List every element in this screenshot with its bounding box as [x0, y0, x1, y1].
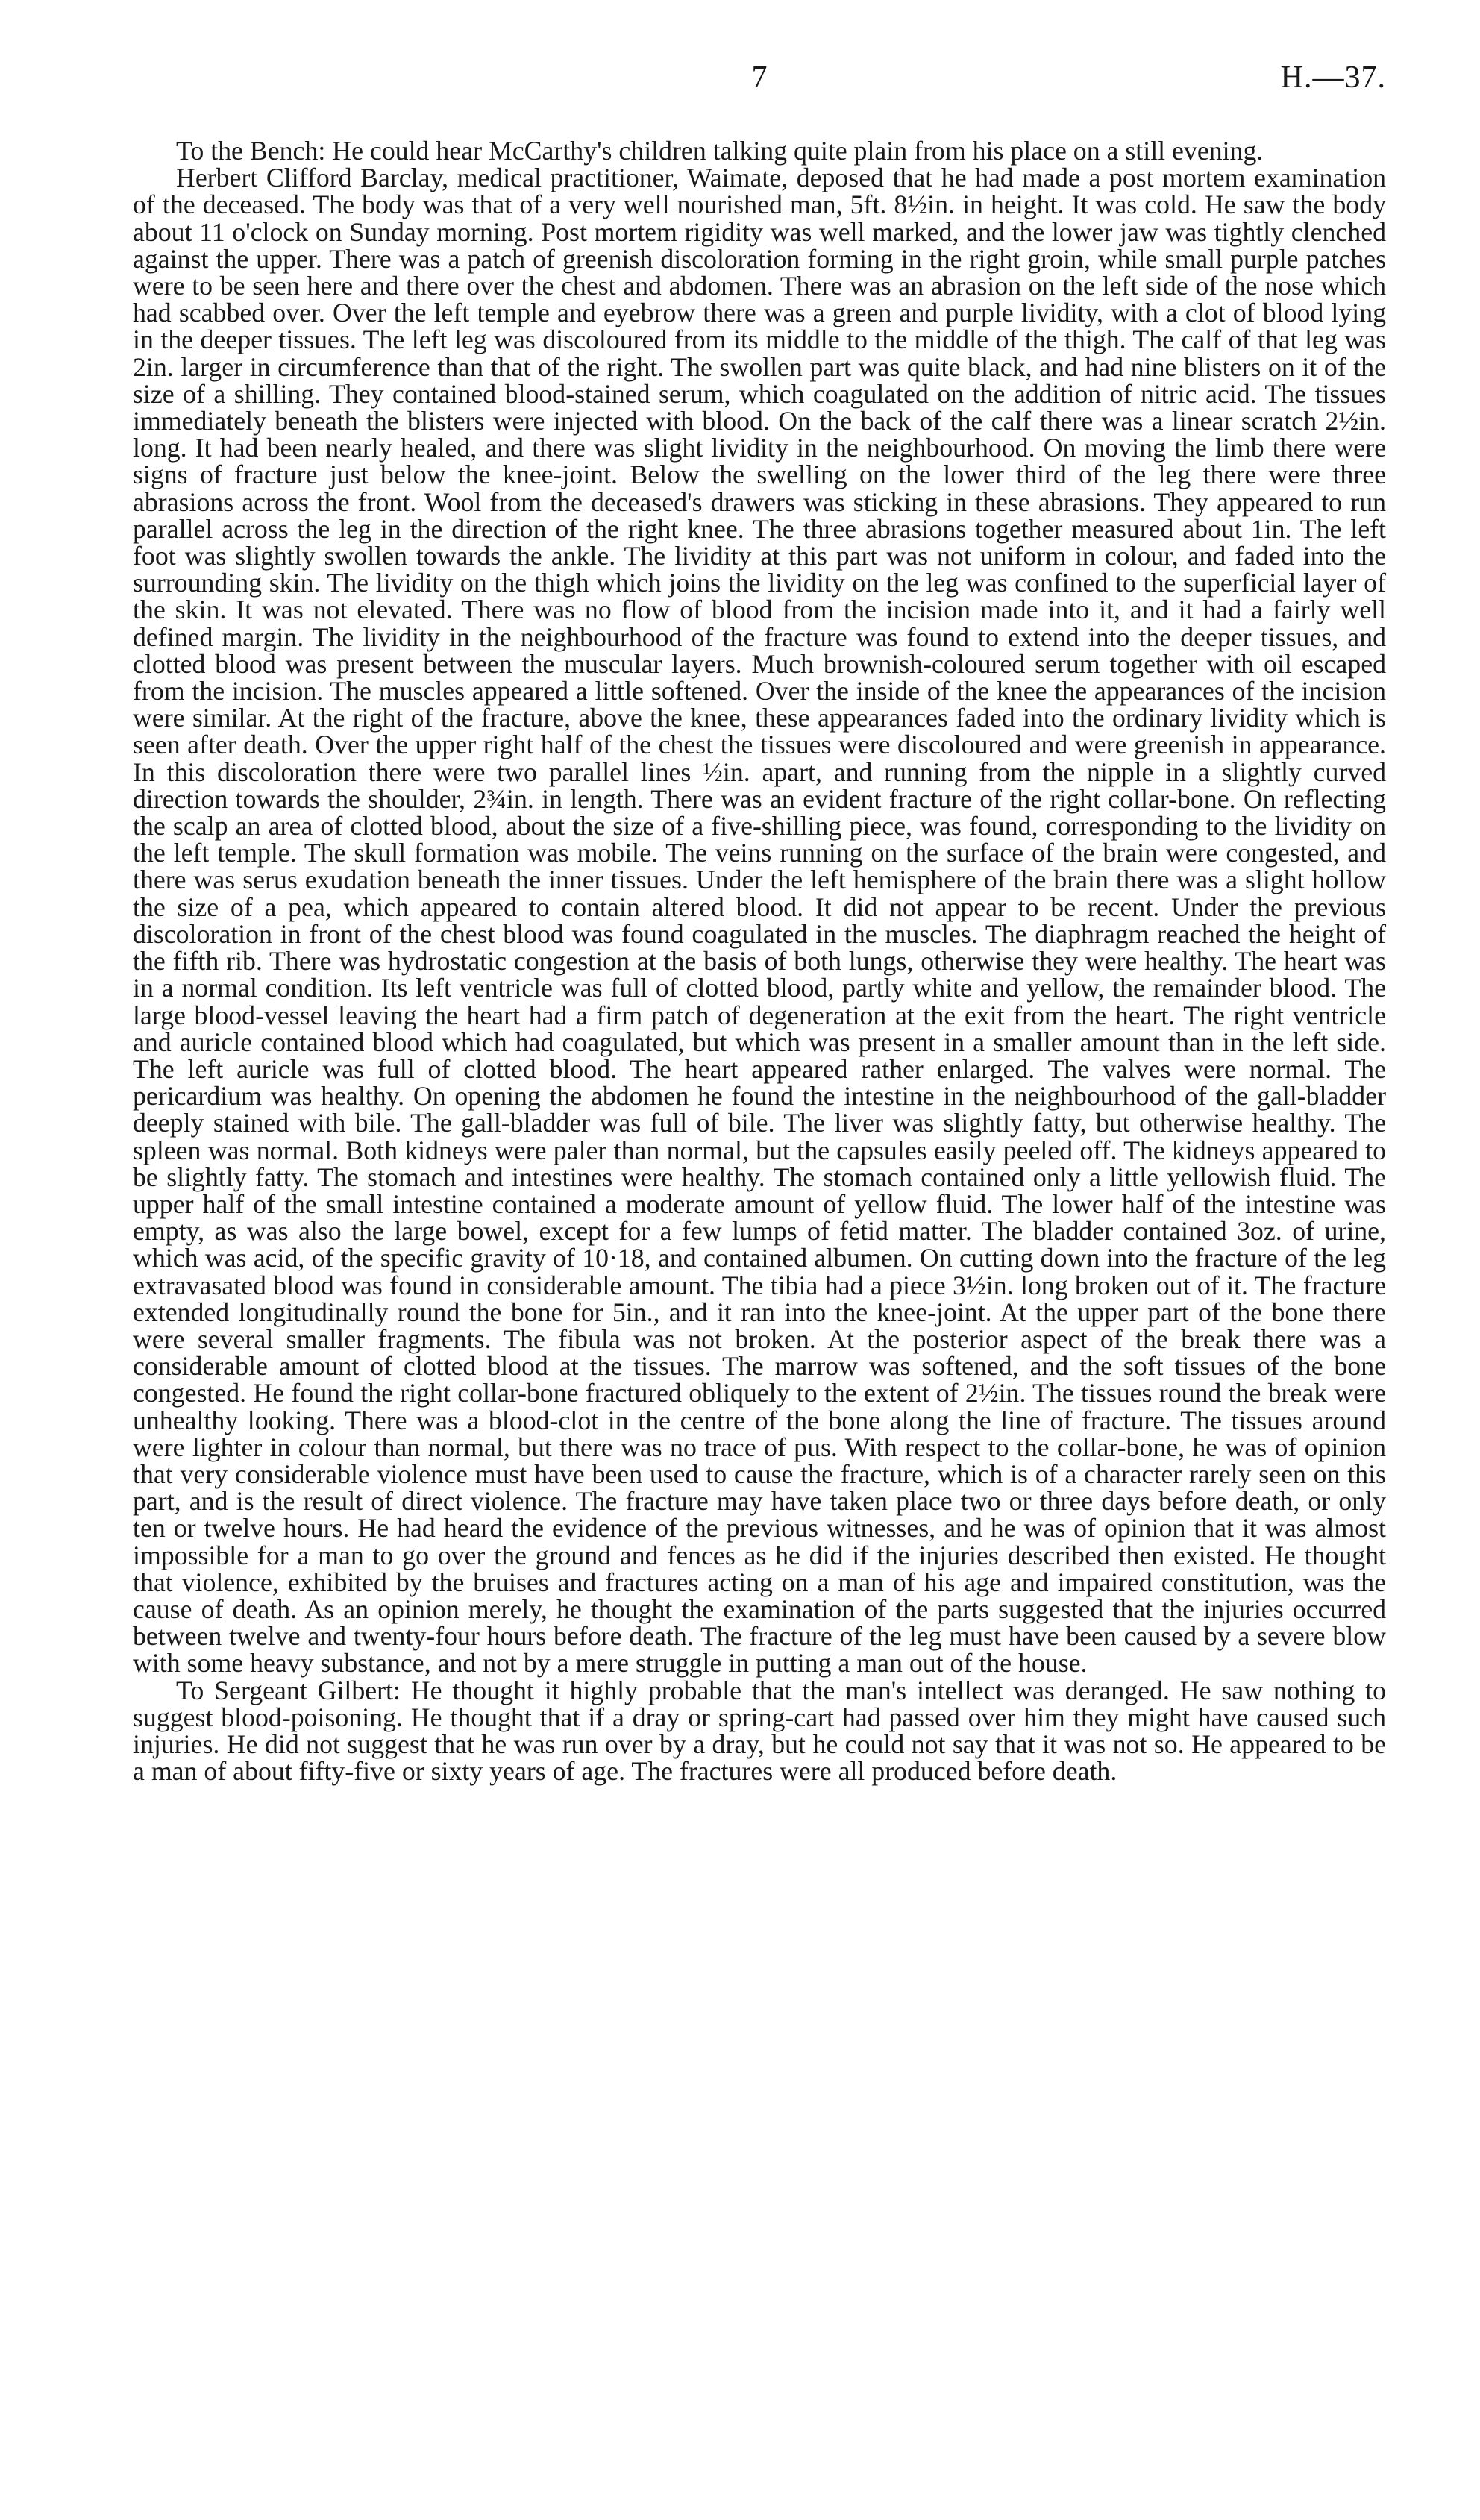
page-number: 7 — [751, 60, 768, 95]
paragraph-to-sergeant-gilbert: To Sergeant Gilbert: He thought it highly probable that the man's intellect was deranged. He saw nothing to suggest blood-poisoning. He thought that if a dray or spring-cart had passed over him they might have caused such injuries. He did not suggest that he was run over by a dray, but he could not say that it was not so. He appeared to be a man of about fifty-five or sixty years of age. The fractures were all produced before death. — [133, 1675, 1386, 1787]
page-header — [133, 55, 1386, 100]
document-code: H.—37. — [1280, 60, 1386, 95]
paragraph-to-the-bench: To the Bench: He could hear McCarthy's children talking quite plain from his place on a still evening. — [176, 136, 1264, 166]
body-text — [133, 136, 1386, 1787]
paragraph-barclay-testimony: Herbert Clifford Barclay, medical practitioner, Waimate, deposed that he had made a post mortem examination of the deceased. The body was that of a very well nourished man, 5ft. 8½in. in height. It was cold. He saw the body about 11 o'clock on Sunday morning. Post mortem rigidity was well marked, and the lower jaw was tightly clenched against the upper. There was a patch of greenish discoloration forming in the right groin, while small purple patches were to be seen here and there over the chest and abdomen. There was an abrasion on the left side of the nose which had scabbed over. Over the left temple and eyebrow there was a green and purple lividity, with a clot of blood lying in the deeper tissues. The left leg was discoloured from its middle to the middle of the thigh. The calf of that leg was 2in. larger in circumference than that of the right. The swollen part was quite black, and had nine blisters on it of the size of a shilling. They contained blood-stained serum, which coagulated on the addition of nitric acid. The tissues immediately beneath the blisters were injected with blood. On the back of the calf there was a linear scratch 2½in. long. It had been nearly healed, and there was slight lividity in the neighbourhood. On moving the limb there were signs of fracture just below the knee-joint. Below the swelling on the lower third of the leg there were three abrasions across the front. Wool from the deceased's drawers was sticking in these abrasions. They appeared to run parallel across the leg in the direction of the right knee. The three abrasions together measured about 1in. The left foot was slightly swollen towards the ankle. The lividity at this part was not uniform in colour, and faded into the surrounding skin. The lividity on the thigh which joins the lividity on the leg was confined to the superficial layer of the skin. It was not elevated. There was no flow of blood from the incision made into it, and it had a fairly well defined margin. The lividity in the neighbourhood of the fracture was found to extend into the deeper tissues, and clotted blood was present between the muscular layers. Much brownish-coloured serum together with oil escaped from the incision. The muscles appeared a little softened. Over the inside of the knee the appearances of the incision were similar. At the right of the fracture, above the knee, these appearances faded into the ordinary lividity which is seen after death. Over the upper right half of the chest the tissues were discoloured and were greenish in appearance. In this discoloration there were two parallel lines ½in. apart, and running from the nipple in a slightly curved direction towards the shoulder, 2¾in. in length. There was an evident fracture of the right collar-bone. On reflecting the scalp an area of clotted blood, about the size of a five-shilling piece, was found, corresponding to the lividity on the left temple. The skull formation was mobile. The veins running on the surface of the brain were congested, and there was serus exudation beneath the inner tissues. Under the left hemisphere of the brain there was a slight hollow the size of a pea, which appeared to contain altered blood. It did not appear to be recent. Under the previous discoloration in front of the chest blood was found coagulated in the muscles. The diaphragm reached the height of the fifth rib. There was hydrostatic congestion at the basis of both lungs, otherwise they were healthy. The heart was in a normal condition. Its left ventricle was full of clotted blood, partly white and yellow, the remainder blood. The large blood-vessel leaving the heart had a firm patch of degeneration at the exit from the heart. The right ventricle and auricle contained blood which had coagulated, but which was present in a smaller amount than in the left side. The left auricle was full of clotted blood. The heart appeared rather enlarged. The valves were normal. The pericardium was healthy. On opening the abdomen he found the intestine in the neighbourhood of the gall-bladder deeply stained with bile. The gall-bladder was full of bile. The liver was slightly fatty, but otherwise healthy. The spleen was normal. Both kidneys were paler than normal, but the capsules easily peeled off. The kidneys appeared to be slightly fatty. The stomach and intestines were healthy. The stomach contained only a little yellowish fluid. The upper half of the small intestine contained a moderate amount of yellow fluid. The lower half of the intestine was empty, as was also the large bowel, except for a few lumps of fetid matter. The bladder contained 3oz. of urine, which was acid, of the specific gravity of 10·18, and contained albumen. On cutting down into the fracture of the leg extravasated blood was found in considerable amount. The tibia had a piece 3½in. long broken out of it. The fracture extended longitudinally round the bone for 5in., and it ran into the knee-joint. At the upper part of the bone there were several smaller fragments. The fibula was not broken. At the posterior aspect of the break there was a considerable amount of clotted blood at the tissues. The marrow was softened, and the soft tissues of the bone congested. He found the right collar-bone fractured obliquely to the extent of 2½in. The tissues round the break were unhealthy looking. There was a blood-clot in the centre of the bone along the line of fracture. The tissues around were lighter in colour than normal, but there was no trace of pus. With respect to the collar-bone, he was of opinion that very considerable violence must have been used to cause the fracture, which is of a character rarely seen on this part, and is the result of direct violence. The fracture may have taken place two or three days before death, or only ten or twelve hours. He had heard the evidence of the previous witnesses, and he was of opinion that it was almost impossible for a man to go over the ground and fences as he did if the injuries described then existed. He thought that violence, exhibited by the bruises and fractures acting on a man of his age and impaired constitution, was the cause of death. As an opinion merely, he thought the examination of the parts suggested that the injuries occurred between twelve and twenty-four hours before death. The fracture of the leg must have been caused by a severe blow with some heavy substance, and not by a mere struggle in putting a man out of the house. — [133, 163, 1386, 1679]
